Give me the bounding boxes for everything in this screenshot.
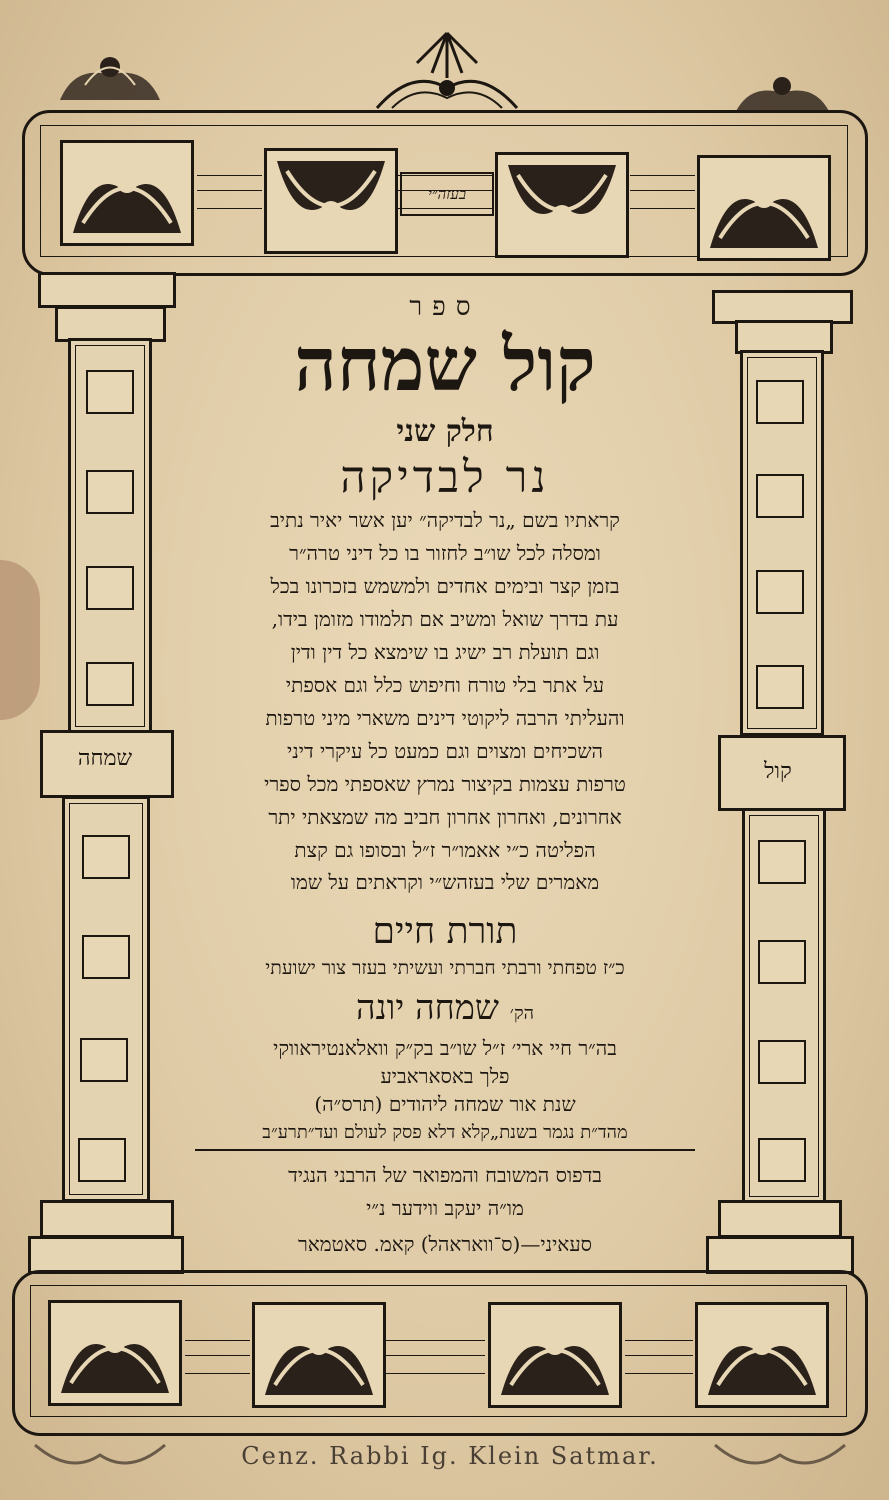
printer-line-2: מו״ה יעקב ווידער נ״י xyxy=(366,1196,524,1220)
bottom-right-ornament xyxy=(710,1440,850,1480)
printer-line-1: בדפוס המשובח והמפואר של הרבני הנגיד xyxy=(288,1163,602,1187)
section-title: תורת חיים xyxy=(372,911,518,952)
top-floral-tile-1 xyxy=(60,140,194,246)
author-region: פלך באסאראביע xyxy=(380,1064,510,1088)
right-column-label: קול xyxy=(764,759,792,784)
right-column-motif-2 xyxy=(756,474,804,518)
main-title: קול שמחה xyxy=(294,322,596,408)
bottom-floral-tile-2 xyxy=(252,1302,386,1408)
body-line-11: הפליטה כ״י אאמו״ר ז״ל ובסופו גם קצת xyxy=(294,838,596,862)
body-line-9: טרפות עצמות בקיצור נמרץ שאספתי מכל ספרי xyxy=(264,772,626,796)
left-column-top-capital-2 xyxy=(55,306,166,342)
right-column-base-2 xyxy=(706,1236,854,1274)
top-rule-right xyxy=(630,175,695,209)
right-column-motif-4 xyxy=(756,665,804,709)
left-column-motif-6 xyxy=(82,935,130,979)
right-column-motif-8 xyxy=(758,1138,806,1182)
sefer-label: ספר xyxy=(409,292,481,322)
top-left-ornament xyxy=(55,45,165,105)
left-column-motif-4 xyxy=(86,662,134,706)
body-line-7: והעליתי הרבה ליקוטי דינים משארי מיני טרפות xyxy=(265,706,625,730)
bottom-floral-tile-1 xyxy=(48,1300,182,1406)
author-prefix: הק׳ xyxy=(509,1003,534,1024)
year-line: שנת אור שמחה ליהודים (תרס״ה) xyxy=(314,1092,576,1116)
right-column-top-capital-2 xyxy=(735,320,833,354)
right-column-motif-5 xyxy=(758,840,806,884)
right-column-motif-3 xyxy=(756,570,804,614)
right-column-base xyxy=(718,1200,842,1238)
left-column-motif-8 xyxy=(78,1138,126,1182)
top-floral-tile-2 xyxy=(264,148,398,254)
bottom-rule-left xyxy=(185,1340,250,1374)
dedication-line: כ״ז טפחתי ורבתי חברתי ועשיתי בעזר צור ישועתי xyxy=(265,957,625,979)
bottom-floral-tile-3 xyxy=(488,1302,622,1408)
body-line-3: בזמן קצר ובימים אחדים ולמשמש בזכרונו בכל xyxy=(270,574,620,598)
body-line-1: קראתיו בשם „נר לבדיקה״ יען אשר יאיר נתיב xyxy=(270,508,620,532)
bottom-left-ornament xyxy=(30,1440,170,1480)
body-line-2: ומסלה לכל שו״ב לחזור בו כל דיני טרה״ר xyxy=(289,541,601,565)
left-column-label: שמחה xyxy=(77,746,133,771)
right-column-motif-6 xyxy=(758,940,806,984)
top-rule-left xyxy=(197,175,262,209)
part-label: חלק שני xyxy=(396,414,494,449)
paper-stain xyxy=(0,560,40,720)
right-column-top-capital xyxy=(712,290,853,324)
left-column-base-2 xyxy=(28,1236,184,1274)
bottom-floral-tile-4 xyxy=(695,1302,829,1408)
author-line xyxy=(195,988,695,1028)
body-line-12: מאמרים שלי בעזהש״י וקראתים על שמו xyxy=(290,870,600,894)
top-center-ornament xyxy=(372,28,522,113)
body-line-6: על אתר בלי טורח וחיפוש כלל וגם אספתי xyxy=(285,673,605,697)
body-line-10: אחרונים, ואחרון אחרון חביב מה שמצאתי יתר xyxy=(268,805,622,829)
bottom-rule-right xyxy=(625,1340,693,1374)
author-name: שמחה יונה xyxy=(356,988,499,1028)
top-blessing-label: בעזה״י xyxy=(400,172,494,216)
body-line-4: עת בדרך שואל ומשיב אם תלמודו מזומן בידו, xyxy=(271,607,619,631)
body-line-5: וגם תועלת רב ישיג בו שימצא כל דין ודין xyxy=(290,640,600,664)
left-column-motif-2 xyxy=(86,470,134,514)
body-line-8: השכיחים ומצוים וגם כמעט כל עיקרי דיני xyxy=(287,739,603,763)
subtitle: נר לבדיקה xyxy=(340,452,550,503)
right-column-motif-1 xyxy=(756,380,804,424)
censor-stamp: Cenz. Rabbi Ig. Klein Satmar. xyxy=(241,1442,659,1470)
author-lineage: בה״ר חיי ארי׳ ז״ל שו״ב בק״ק וואלאנטיראווקי xyxy=(273,1036,617,1060)
printer-line-3: סעאיני—(ס־וואראהל) קאמ. סאטמאר xyxy=(297,1232,593,1256)
top-floral-tile-3 xyxy=(495,152,629,258)
left-column-top-capital xyxy=(38,272,176,308)
left-column-motif-7 xyxy=(80,1038,128,1082)
top-floral-tile-4 xyxy=(697,155,831,261)
left-column-motif-5 xyxy=(82,835,130,879)
left-column-motif-1 xyxy=(86,370,134,414)
right-column-motif-7 xyxy=(758,1040,806,1084)
bottom-rule-mid xyxy=(385,1340,485,1374)
edition-line: מהד״ת נגמר בשנת„קלא דלא פסק לעולם ועד״תרע״ב xyxy=(195,1122,695,1151)
left-column-base xyxy=(40,1200,174,1238)
left-column-motif-3 xyxy=(86,566,134,610)
